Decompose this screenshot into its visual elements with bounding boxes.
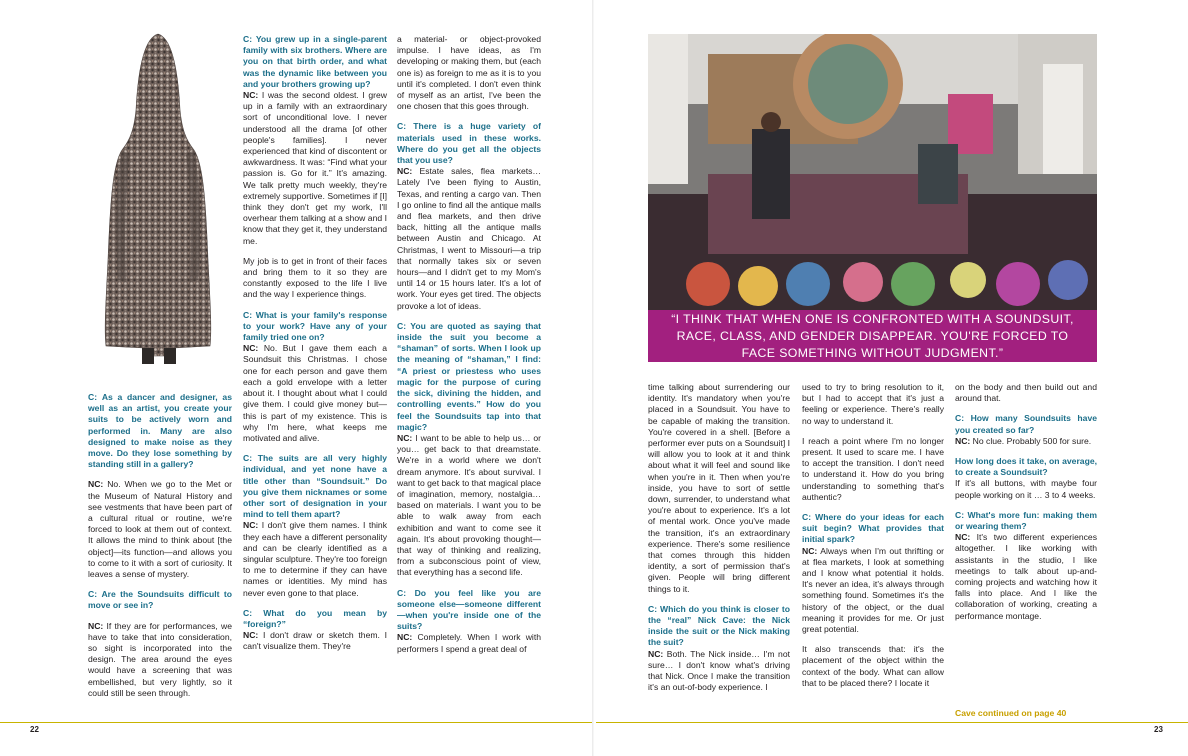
paragraph: on the body and then build out and around that. <box>955 382 1097 404</box>
question <box>243 608 387 653</box>
q-prefix: C: <box>802 512 812 523</box>
answer-text: Always when I'm out thrifting or at flea markets, I look at something and I know what potential it holds. It's never an idea, it's always through something found. Sometimes it's the history of the object, or the dual meaning it provides for me. Or just great potential. <box>802 545 944 635</box>
a-prefix: NC: <box>397 432 413 443</box>
pull-quote: “I THINK THAT WHEN ONE IS CONFRONTED WITH A SOUNDSUIT, RACE, CLASS, AND GENDER DISAPPEAR. YOU'RE FORCED TO FACE SOMETHING WITHOUT JUDGMENT.” <box>648 310 1097 362</box>
question <box>243 34 387 247</box>
question <box>955 456 1097 501</box>
a-prefix: NC: <box>802 545 818 556</box>
right-column-2 <box>802 382 944 698</box>
question-text: As a dancer and designer, as well as an artist, you create your suits to be actively worn and performed in. Many are also designed to make noise as they move. Do they lose something by standing still in a gallery? <box>88 392 232 470</box>
question-text: What's more fun: making them or wearing them? <box>955 509 1097 532</box>
answer-text: Both. The Nick inside… I'm not sure… I don't know what's driving that Nick. Once I make the transition it's an out-of-body experience. I <box>648 648 790 693</box>
right-column-3 <box>955 382 1097 631</box>
question-text: Do you feel like you are someone else—someone different—when you're inside one of the suits? <box>397 587 542 632</box>
q-prefix: C: <box>88 589 98 600</box>
question <box>88 392 232 470</box>
question-text: Are the Soundsuits difficult to move or see in? <box>88 589 232 611</box>
question <box>955 413 1097 447</box>
right-column-1 <box>648 382 790 702</box>
a-prefix: NC: <box>648 648 664 659</box>
a-prefix: NC: <box>397 632 413 643</box>
question <box>397 321 541 579</box>
question-text: What is your family's response to your work? Have any of your family tried one on? <box>243 309 387 343</box>
paragraph: It also transcends that: it's the placement of the object within the context of the body. What can allow that to be placed there? I locate it <box>802 644 944 688</box>
question <box>648 604 790 694</box>
question <box>955 510 1097 622</box>
page-number: 23 <box>1154 725 1163 734</box>
q-prefix: C: <box>243 309 253 320</box>
paragraph: My job is to get in front of their faces and bring them to it so they are constantly exposed to the life I live and the way I experience things. <box>243 255 387 300</box>
question-text: The suits are all very highly individual, and yet none have a title other than “Soundsuit.” Do you give them nicknames or some other sort of designation in your mind to tell them apart? <box>243 453 388 520</box>
question-text: Where do your ideas for each suit begin? What provides that initial spark? <box>802 512 945 545</box>
answer-text: No. But I gave them each a Soundsuit this Christmas. I chose one for each person and gave them each a gold envelope with a letter about it. I thought about what I could give them. I could give money but—this is part of my existence. This is why I'm here, what keeps me motivated and alive. <box>243 343 388 443</box>
continued-note: Cave continued on page 40 <box>955 708 1067 718</box>
q-prefix: C: <box>243 34 253 44</box>
answer-text: I want to be able to help us… or you… get back to that dreamstate. We're in a world where we don't dream anymore. It's about survival. I want to get back to that magical place of imagination, memory, nostalgia… based on materials. I want you to be able to walk away from each exhibition and want to come see it again. It's about provoking thought—that way of thinking and realizing, from a subconscious point of view, that everything has a second life. <box>397 432 542 578</box>
answer <box>88 621 232 699</box>
question-text: Which do you think is closer to the “real” Nick Cave: the Nick inside the suit or the Nick making the suit? <box>648 603 790 648</box>
question <box>397 588 541 655</box>
a-prefix: NC: <box>243 520 259 531</box>
question-text: There is a huge variety of materials used in these works. Where do you get all the objects that you use? <box>397 121 541 166</box>
question-text: How many Soundsuits have you created so far? <box>955 413 1097 435</box>
left-column-1 <box>88 392 232 708</box>
a-prefix: NC: <box>955 435 971 446</box>
q-prefix: C: <box>955 413 965 424</box>
question <box>397 121 541 311</box>
question <box>88 589 232 611</box>
footer-rule <box>596 722 1188 723</box>
question <box>243 453 387 599</box>
paragraph: used to try to bring resolution to it, but I had to accept that it's just a feeling or experience. There's really no way to understand it. <box>802 382 944 426</box>
q-prefix: C: <box>243 453 253 464</box>
q-prefix: C: <box>955 509 965 520</box>
answer-text: I don't draw or sketch them. I can't visualize them. They're <box>243 630 387 652</box>
answer-text: Completely. When I work with performers I spend a great deal of <box>397 632 541 654</box>
q-prefix: C: <box>397 587 407 598</box>
question-text: How long does it take, on average, to create a Soundsuit? <box>955 456 1097 478</box>
question <box>243 310 387 444</box>
question-text: What do you mean by “foreign?” <box>243 607 388 629</box>
answer-text: If they are for performances, we have to take that into consideration, so sight is incorporated into the design. The area around the eyes would have a screening that was embellished, but very lightly, so it could still be seen through. <box>88 620 233 698</box>
a-prefix: NC: <box>88 479 104 490</box>
answer-text: No. When we go to the Met or the Museum of Natural History and see vestments that have been part of a cultural ritual or routine, we're forced to look at them out of context. It allows the mind to think about [the object]—its function—and allows you to come to it with a sort of curiosity. It leaves a sense of mystery. <box>88 479 233 580</box>
page-number: 22 <box>30 725 39 734</box>
paragraph: I reach a point where I'm no longer present. It used to scare me. I have to accept the transition. I don't need to understand it. How do you bring understanding to something that's authentic? <box>802 435 944 502</box>
paragraph: time talking about surrendering our identity. It's mandatory when you're placed in a Soundsuit. You have to be capable of making the transition. You're covered in a shell. [Before a performer ever puts on a Soundsuit] I will allow you to look at it and think about what it will feel and sound like when you're in it. Then when you're inside, you have to sort of settle down, surrender, to understand what you're about to experience. It's a lot of mental work. Once you've made the transition, it's an extraordinary experience. There's some resilience that comes through this hidden identity, a sort of permission that's given. People will bring different things to it. <box>648 382 790 594</box>
a-prefix: NC: <box>243 343 259 354</box>
answer-text: If it's all buttons, with maybe four people working on it … 3 to 4 weeks. <box>955 478 1097 500</box>
answer-text: I don't give them names. I think they each have a different personality and can be clearly identified as a singular sculpture. They're too foreign to me to determine if they can have names or identities. My mind has never even gone to that place. <box>243 520 387 598</box>
footer-rule <box>0 722 594 723</box>
question <box>802 512 944 635</box>
answer-text: I was the second oldest. I grew up in a family with an extraordinary sort of unconditional love. I never understood all the drama [of other people's families]. I never experienced that kind of discontent or awkwardness. It was: “Find what your passion is. Go for it.” It's amazing. We talk pretty much weekly, they're extremely supportive. Sometimes if [I] think they don't get my work, I'll overhear them talking at a show and I know that they get it, they understand me. <box>243 90 387 246</box>
q-prefix: C: <box>397 121 407 132</box>
a-prefix: NC: <box>955 532 971 543</box>
question-text: You are quoted as saying that inside the suit you become a “shaman” of sorts. When I look up the meaning of “shaman,” I find: “A priest or priestess who uses magic for the purpose of curing the sick, divining the hidden, and controlling events.” How do you feel the Soundsuits tap into that magic? <box>397 320 542 432</box>
soundsuit-figure-image <box>100 30 216 370</box>
q-prefix: C: <box>648 603 658 614</box>
q-prefix: C: <box>397 320 407 331</box>
a-prefix: NC: <box>243 90 259 101</box>
studio-photo-image <box>648 34 1097 310</box>
paragraph: a material- or object-provoked impulse. I have ideas, as I'm developing or making them, but (each one is) as foreign to me as it is to you until it's completed. I don't even think of myself as an artist, I've been the one chosen that this goes through. <box>397 34 541 112</box>
left-column-3 <box>397 34 541 664</box>
answer-text: Estate sales, flea markets… Lately I've been flying to Austin, Texas, and renting a cargo van. Then I go online to find all the antique malls and flea markets, and then drive back, hitting all the antique malls between Austin and Chicago. At Christmas, I went to Missouri—a trip that normally takes six or seven hours—and I didn't get to my Mom's until 14 or 15 hours later. It's a lot of work. Your eyes get tired. The objects provoke a lot of ideas. <box>397 166 541 311</box>
q-prefix: C: <box>88 392 98 402</box>
question-text: You grew up in a single-parent family with six brothers. Where are you on that birth order, and what was the dynamic like between you and your brothers growing up? <box>243 34 387 89</box>
a-prefix: NC: <box>243 630 259 641</box>
answer-text: It's two different experiences altogether. I like working with assistants in the studio, I like meetings to talk about up-and-coming projects and watching how it falls into place. And I like the collaboration of working, creating a performance montage. <box>955 532 1098 621</box>
answer <box>88 479 232 580</box>
a-prefix: NC: <box>397 166 413 177</box>
answer-text: No clue. Probably 500 for sure. <box>972 435 1092 446</box>
left-column-2 <box>243 34 387 662</box>
a-prefix: NC: <box>88 620 104 631</box>
q-prefix: C: <box>243 607 253 618</box>
